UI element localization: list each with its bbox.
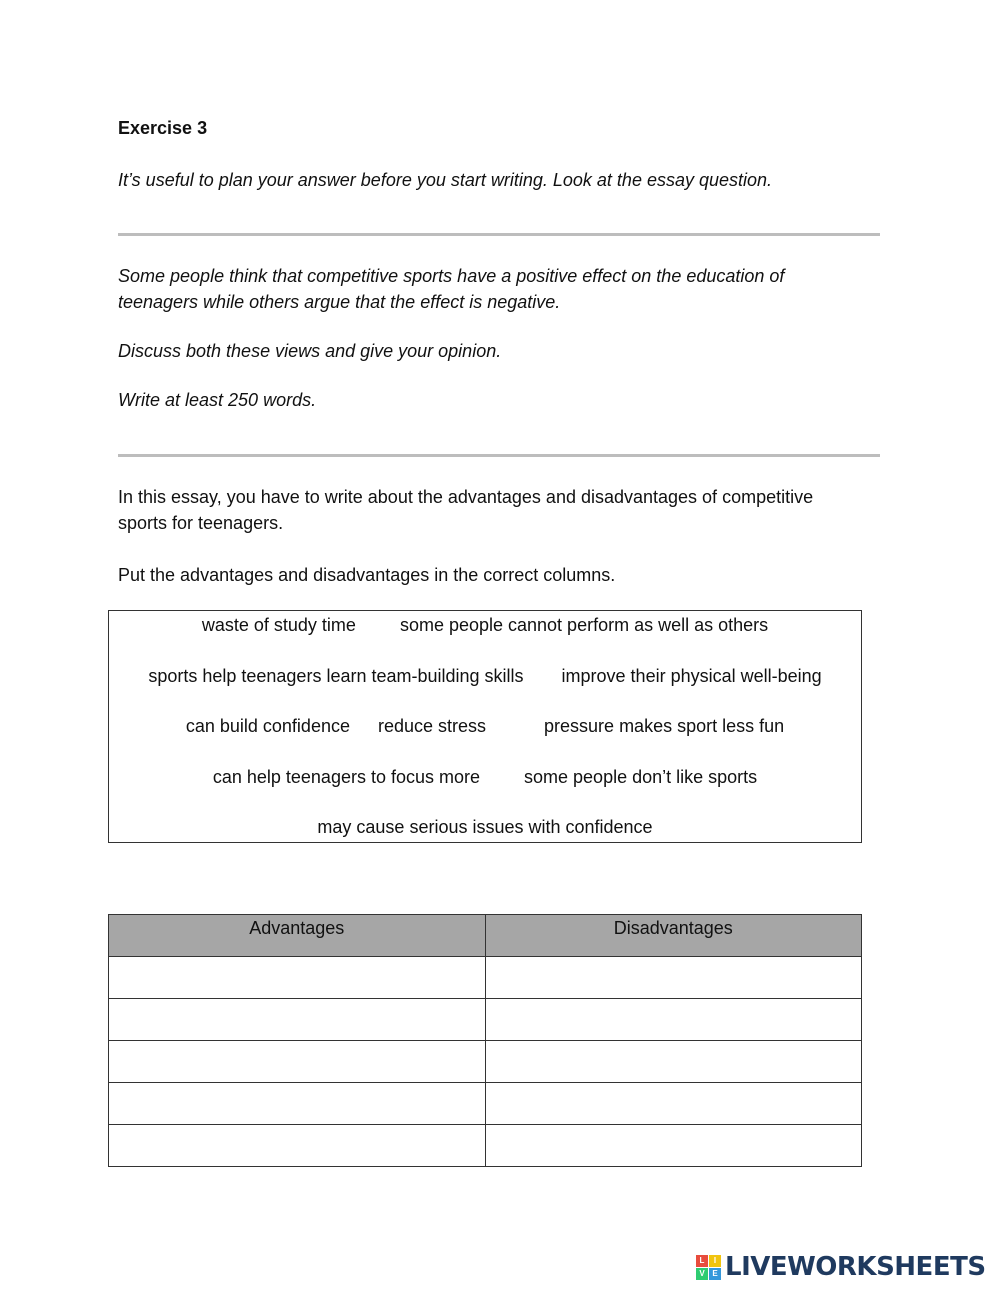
- word-bank-row: [109, 767, 861, 788]
- instructions-line-1: In this essay, you have to write about the advantages and disadvantages of competitive: [118, 487, 814, 507]
- question-line-1: Some people think that competitive sports have a positive effect on the education of: [118, 266, 785, 286]
- table-row: [109, 1041, 862, 1083]
- table-row: [109, 999, 862, 1041]
- liveworksheets-logo: [696, 1252, 986, 1282]
- word-bank: [108, 610, 862, 843]
- question-discuss: Discuss both these views and give your opinion.: [118, 341, 502, 361]
- word-chip[interactable]: can build confidence: [185, 716, 350, 736]
- table-row: [109, 1125, 862, 1167]
- word-chip[interactable]: sports help teenagers learn team-building skills: [148, 666, 524, 686]
- divider-bottom: [118, 454, 880, 457]
- advantages-header: Advantages: [109, 915, 486, 957]
- advantage-drop-cell[interactable]: [109, 1083, 486, 1125]
- word-chip[interactable]: waste of study time: [201, 615, 356, 635]
- word-chip[interactable]: may cause serious issues with confidence: [317, 817, 653, 837]
- logo-square-icon: I: [709, 1255, 721, 1267]
- advantage-drop-cell[interactable]: [109, 1041, 486, 1083]
- exercise-title: Exercise 3: [118, 118, 208, 138]
- exercise-intro: It’s useful to plan your answer before you start writing. Look at the essay question.: [118, 170, 773, 190]
- table-header-row: [109, 915, 862, 957]
- word-chip[interactable]: some people don’t like sports: [524, 767, 758, 787]
- table-row: [109, 957, 862, 999]
- word-chip[interactable]: improve their physical well-being: [561, 666, 822, 686]
- word-bank-row: [109, 666, 861, 687]
- word-chip[interactable]: can help teenagers to focus more: [212, 767, 481, 787]
- word-chip[interactable]: reduce stress: [377, 716, 487, 736]
- instructions-line-2: sports for teenagers.: [118, 513, 284, 533]
- disadvantage-drop-cell[interactable]: [485, 1125, 862, 1167]
- question-word-count: Write at least 250 words.: [118, 390, 317, 410]
- disadvantages-header: Disadvantages: [485, 915, 862, 957]
- disadvantage-drop-cell[interactable]: [485, 1041, 862, 1083]
- word-bank-row: [109, 615, 861, 636]
- divider-top: [118, 233, 880, 236]
- logo-text: LIVEWORKSHEETS: [725, 1252, 986, 1282]
- word-chip[interactable]: pressure makes sport less fun: [544, 716, 785, 736]
- logo-square-icon: L: [696, 1255, 708, 1267]
- instructions-put: Put the advantages and disadvantages in the correct columns.: [118, 565, 616, 585]
- table-row: [109, 1083, 862, 1125]
- advantage-drop-cell[interactable]: [109, 957, 486, 999]
- logo-square-icon: V: [696, 1268, 708, 1280]
- sort-table: [108, 914, 862, 1167]
- question-line-2: teenagers while others argue that the effect is negative.: [118, 292, 561, 312]
- word-bank-row: [109, 716, 861, 737]
- word-bank-row: [109, 817, 861, 838]
- disadvantage-drop-cell[interactable]: [485, 1083, 862, 1125]
- logo-icon: [696, 1255, 721, 1280]
- advantage-drop-cell[interactable]: [109, 999, 486, 1041]
- advantage-drop-cell[interactable]: [109, 1125, 486, 1167]
- word-chip[interactable]: some people cannot perform as well as others: [399, 615, 769, 635]
- logo-square-icon: E: [709, 1268, 721, 1280]
- disadvantage-drop-cell[interactable]: [485, 957, 862, 999]
- disadvantage-drop-cell[interactable]: [485, 999, 862, 1041]
